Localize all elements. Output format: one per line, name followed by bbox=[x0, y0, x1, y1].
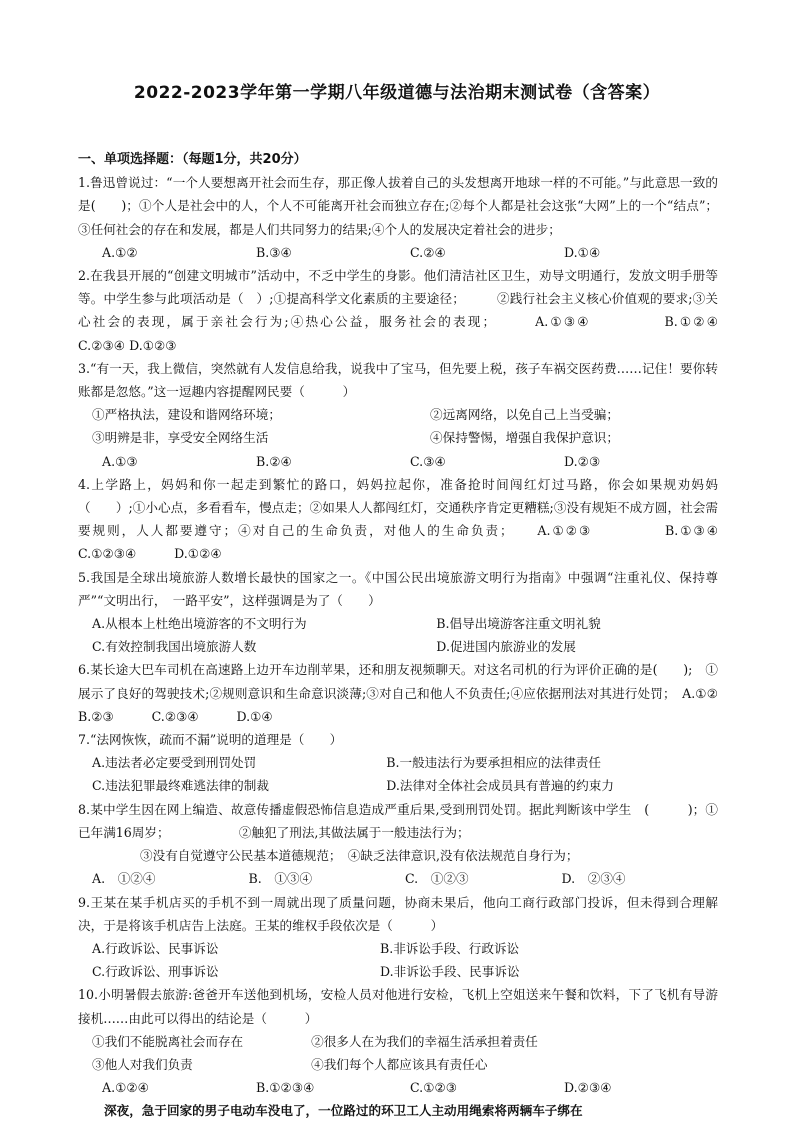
question-stem bbox=[78, 264, 718, 357]
answer-options bbox=[78, 960, 718, 983]
statement-row bbox=[78, 426, 718, 449]
option-a: A. ①②④ bbox=[92, 871, 156, 887]
statement-row bbox=[78, 403, 718, 426]
statement-4: ④我们每个人都应该具有责任心 bbox=[311, 1056, 488, 1072]
option-a: A.违法者必定要受到刑罚处罚 bbox=[92, 755, 257, 771]
statement-3: ③他人对我们负责 bbox=[92, 1056, 193, 1072]
page-title: 2022-2023学年第一学期八年级道德与法治期末测试卷（含答案） bbox=[133, 83, 661, 103]
option-b: B. ①③④ bbox=[248, 871, 313, 887]
option-b: B.①②③④ bbox=[256, 1080, 315, 1096]
statement-row bbox=[78, 1053, 718, 1076]
question-stem-text: 2.在我县开展的“创建文明城市”活动中，不乏中学生的身影。他们清洁社区卫生，劝导文明通行，发放文明手册等等。中学生参与此项活动是（ ）;①提高科学文化素质的主要途径； ②践行社会主义核心价值观的要求;③关心社会的表现，属于亲社会行为;④热心公益，服务社会的表现； bbox=[78, 268, 718, 330]
question-stem: 8.某中学生因在网上编造、故意传播虚假恐怖信息造成严重后果,受到刑罚处罚。据此判断该中学生 ( )；①已年满16周岁； ②触犯了刑法,其做法属于一般违法行为； bbox=[78, 801, 718, 840]
option-d: D.②③④ bbox=[564, 1080, 612, 1096]
answer-options bbox=[78, 1076, 718, 1099]
option-d: D.②③ bbox=[564, 453, 601, 469]
question-10 bbox=[78, 983, 718, 1099]
question-2 bbox=[78, 264, 718, 357]
option-b: B.①③④ bbox=[665, 523, 719, 539]
question-stem-text: 6.某长途大巴车司机在高速路上边开车边削苹果，还和朋友视频聊天。对这名司机的行为评价正确的是( ); ①展示了良好的驾驶技术;②规则意识和生命意识淡薄;③对自己和他人不负责任;④应依据刑法对其进行处罚； bbox=[78, 662, 718, 701]
question-stem: 10.小明暑假去旅游:爸爸开车送他到机场，安检人员对他进行安检，飞机上空姐送来午餐和饮料，下了飞机有导游接机……由此可以得出的结论是（ ） bbox=[78, 987, 718, 1026]
option-a: A.①②④ bbox=[102, 1080, 149, 1096]
option-a: A.从根本上杜绝出境游客的不文明行为 bbox=[92, 616, 307, 632]
answer-options bbox=[78, 241, 718, 264]
option-d: D.促进国内旅游业的发展 bbox=[436, 639, 576, 655]
option-b: B.③④ bbox=[256, 244, 292, 260]
question-5 bbox=[78, 566, 718, 659]
question-stem: 3.“有一天，我上微信，突然就有人发信息给我，说我中了宝马，但先要上税，孩子车祸交医药费……记住！要你转账都是忽悠。”这一逗趣内容提醒网民要（ ） bbox=[78, 360, 718, 400]
option-d: D.①②④ bbox=[174, 546, 222, 562]
question-stem-text: 4.上学路上，妈妈和你一起走到繁忙的路口，妈妈拉起你，准备抢时间闯红灯过马路，你会如果规劝妈妈（ ）;①小心点，多看看车，慢点走；②如果人人都闯红灯，交通秩序肯定更糟糕;③没有规矩不成方圆，社会需要规则，人人都要遵守；④对自己的生命负责，对他人的生命负责； bbox=[78, 476, 718, 539]
option-c: C.违法犯罪最终难逃法律的制裁 bbox=[92, 778, 269, 794]
option-c: C.有效控制我国出境旅游人数 bbox=[92, 639, 257, 655]
statement-4: ④保持警惕，增强自我保护意识； bbox=[430, 430, 619, 446]
answer-options bbox=[78, 937, 718, 960]
option-c: C.①②③④ bbox=[78, 546, 137, 562]
option-c: C.行政诉讼、刑事诉讼 bbox=[92, 964, 219, 980]
option-a: A.行政诉讼、民事诉讼 bbox=[92, 940, 219, 956]
section-heading: 一、单项选择题：（每题1分，共20分） bbox=[78, 152, 307, 167]
option-c: C. ①②③ bbox=[405, 871, 469, 887]
answer-options bbox=[78, 774, 718, 797]
question-9 bbox=[78, 891, 718, 984]
statement-1: ①我们不能脱离社会而存在 bbox=[92, 1033, 244, 1049]
option-a: A.①② bbox=[682, 685, 719, 701]
answer-options bbox=[78, 867, 718, 890]
statement-2: ②远离网络，以免自己上当受骗； bbox=[430, 407, 619, 423]
option-a: A.①③④ bbox=[535, 314, 591, 330]
option-b: B.①②④ bbox=[664, 314, 719, 330]
question-stem: 7.“法网恢恢，疏而不漏”说明的道理是（ ） bbox=[78, 732, 343, 748]
statement-1: ①严格执法，建设和谐网络环境； bbox=[92, 407, 281, 423]
question-3 bbox=[78, 357, 718, 473]
option-c: C.②③④ bbox=[78, 337, 126, 353]
option-c: C.②④ bbox=[410, 244, 446, 260]
reading-passage: 深夜，急于回家的男子电动车没电了，一位路过的环卫工人主动用绳索将两辆车子绑在 bbox=[104, 1103, 583, 1119]
question-stem bbox=[78, 473, 718, 566]
question-8 bbox=[78, 798, 718, 891]
answer-options bbox=[78, 450, 718, 473]
option-d: D.①④ bbox=[236, 708, 273, 724]
statement-3: ③明辨是非，享受安全网络生活 bbox=[92, 430, 269, 446]
question-4 bbox=[78, 473, 718, 566]
option-c: C.②③④ bbox=[151, 708, 199, 724]
option-d: D.①②③ bbox=[129, 337, 177, 353]
answer-options bbox=[78, 751, 718, 774]
option-b: B.一般违法行为要承担相应的法律责任 bbox=[386, 755, 601, 771]
answer-options bbox=[78, 612, 718, 635]
question-1 bbox=[78, 171, 718, 264]
option-a: A.①② bbox=[102, 244, 138, 260]
question-7 bbox=[78, 728, 718, 798]
option-d: D.①④ bbox=[564, 244, 601, 260]
statement-row bbox=[78, 1030, 718, 1053]
option-d: D. ②③④ bbox=[561, 871, 626, 887]
statement-2: ②很多人在为我们的幸福生活承担着责任 bbox=[311, 1033, 538, 1049]
option-b: B.②③ bbox=[78, 708, 114, 724]
option-c: C.①②③ bbox=[410, 1080, 458, 1096]
option-a: A.①③ bbox=[102, 453, 138, 469]
question-stem: 1.鲁迅曾说过：“一个人要想离开社会而生存，那正像人拔着自己的头发想离开地球一样的不可能。”与此意思一致的是( )；①个人是社会中的人，个人不可能离开社会而独立存在;②每个人都是社会这张“大网”上的一个“结点”；③任何社会的存在和发展，都是人们共同努力的结果;④个人的发展决定着社会的进步； bbox=[78, 175, 718, 237]
option-b: B.②④ bbox=[256, 453, 292, 469]
question-stem bbox=[78, 658, 718, 728]
option-b: B.非诉讼手段、行政诉讼 bbox=[379, 940, 520, 956]
answer-options bbox=[78, 635, 718, 658]
question-stem: 5.我国是全球出境旅游人数增长最快的国家之一。《中国公民出境旅游文明行为指南》中强调“注重礼仪、保持尊严”“文明出行， 一路平安”，这样强调是为了（ ） bbox=[78, 569, 718, 608]
option-d: D.法律对全体社会成员具有普遍的约束力 bbox=[386, 778, 614, 794]
option-d: D.非诉讼手段、民事诉讼 bbox=[379, 964, 520, 980]
question-stem: 9.王某在某手机店买的手机不到一周就出现了质量问题，协商未果后，他向工商行政部门投诉，但未得到合理解决，于是将该手机店告上法庭。王某的维权手段依次是（ ） bbox=[78, 894, 718, 933]
statement-line: ③没有自觉遵守公民基本道德规范； ④缺乏法律意识,没有依法规范自身行为； bbox=[140, 848, 579, 864]
exam-content bbox=[78, 148, 718, 1123]
option-c: C.③④ bbox=[410, 453, 446, 469]
option-a: A.①②③ bbox=[537, 523, 593, 539]
question-6 bbox=[78, 658, 718, 728]
option-b: B.倡导出境游客注重文明礼貌 bbox=[436, 616, 601, 632]
